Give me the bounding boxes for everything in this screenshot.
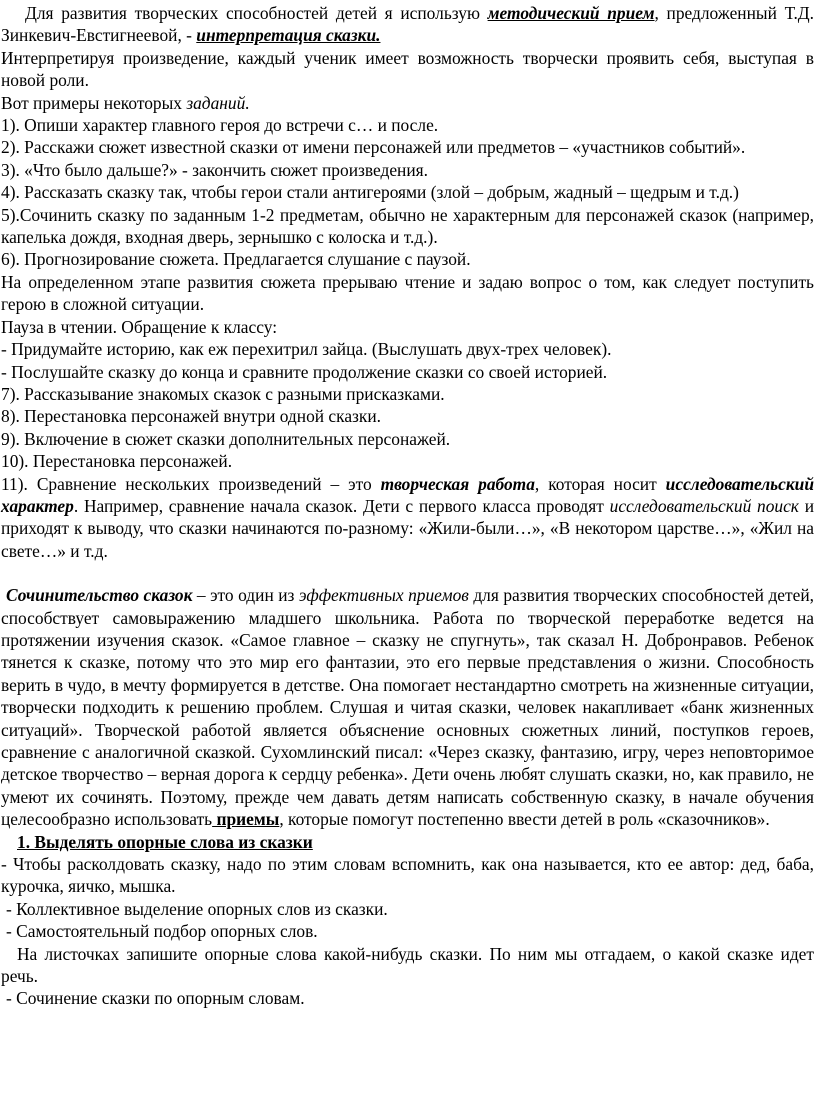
text-segment: , которые помогут постепенно ввести детей в роль «сказочников». bbox=[279, 809, 770, 830]
list-item: 3). «Что было дальше?» - закончить сюжет произведения. bbox=[1, 159, 429, 180]
emphasis-creative-work: творческая работа bbox=[380, 473, 535, 494]
paragraph-disenchant: - Чтобы расколдовать сказку, надо по этим словам вспомнить, как она называется, кто ее автор: дед, баба, курочка, яичко, мышка. bbox=[1, 854, 814, 897]
text-segment: , которая носит bbox=[534, 473, 666, 494]
list-item: Пауза в чтении. Обращение к классу: bbox=[1, 316, 278, 337]
heading-text: 1. Выделять опорные слова из сказки bbox=[17, 831, 313, 852]
paragraph-collective: - Коллективное выделение опорных слов из сказки. bbox=[6, 898, 388, 919]
blank-line bbox=[1, 562, 814, 584]
list-item-comparison bbox=[1, 473, 814, 563]
paragraph-interpretation: Интерпретируя произведение, каждый ученик имеет возможность творчески проявить себя, выступая в новой роли. bbox=[1, 47, 814, 91]
list-item: 2). Расскажи сюжет известной сказки от имени персонажей или предметов – «участников событий». bbox=[1, 137, 746, 158]
text-segment: Вот примеры некоторых bbox=[1, 92, 187, 113]
section-heading bbox=[1, 831, 814, 853]
paragraph-cards: На листочках запишите опорные слова какой-нибудь сказки. По ним мы отгадаем, о какой сказке идет речь. bbox=[1, 943, 814, 987]
emphasis-research-character: исследовательский характер bbox=[1, 473, 814, 516]
text-segment: , предложенный Т.Д. Зинкевич-Евстигнеевой, - bbox=[1, 3, 815, 46]
text-segment: – это один из bbox=[192, 585, 299, 606]
paragraph-intro bbox=[1, 2, 814, 47]
text-segment: . Например, сравнение начала сказок. Дети с первого класса проводят bbox=[73, 495, 610, 516]
text-segment: для развития творческих способностей детей, способствует самовыражению младшего школьника. Работа по творческой переработке ведется на протяжении изучения сказок. «Самое главное – сказку не спугнуть», так сказал Н. Добронравов. Ребенок тянется к сказке, потому что это мир его фантазии, это его первые представления о жизни. Способность верить в чудо, в мечту формируется в детстве. Она помогает нестандартно смотреть на жизненные ситуации, творчески подходить к решению проблем. Слушая и читая сказки, человек накапливает «банк жизненных ситуаций». Творческой работой является объяснение основных сюжетных линий, поступков героев, сравнение с аналогичной сказкой. Сухомлинский писал: «Через сказку, фантазию, игру, через неповторимое детское творчество – верная дорога к сердцу ребенка». Дети очень любят слушать сказки, но, как правило, не умеют их сочинять. Поэтому, прежде чем давать детям написать собственную сказку, в начале обучения целесообразно использовать bbox=[1, 585, 814, 830]
list-item: 10). Перестановка персонажей. bbox=[1, 451, 233, 472]
list-item: - Придумайте историю, как еж перехитрил зайца. (Выслушать двух-трех человек). bbox=[1, 339, 612, 360]
emphasis-effective-techniques: эффективных приемов bbox=[298, 585, 469, 606]
list-item: 4). Рассказать сказку так, чтобы герои стали антигероями (злой – добрым, жадный – щедрым и т.д.) bbox=[1, 182, 739, 203]
text-segment: и приходят к выводу, что сказки начинаются по-разному: «Жили-были…», «В некотором царстве…», «Жил на свете…» и т.д. bbox=[1, 495, 814, 561]
paragraph-story-writing bbox=[1, 584, 814, 830]
list-item: 7). Рассказывание знакомых сказок с разными присказками. bbox=[1, 383, 445, 404]
text-segment: 11). Сравнение нескольких произведений – это bbox=[1, 473, 381, 494]
list-item: 9). Включение в сюжет сказки дополнительных персонажей. bbox=[1, 428, 451, 449]
paragraph-independent: - Самостоятельный подбор опорных слов. bbox=[6, 921, 318, 942]
list-item: 5).Сочинить сказку по заданным 1-2 предметам, обычно не характерным для персонажей сказок (например, капелька дождя, входная дверь, зернышко с колоска и т.д.). bbox=[1, 204, 814, 248]
paragraph-composition: - Сочинение сказки по опорным словам. bbox=[6, 988, 305, 1009]
list-item: На определенном этапе развития сюжета прерываю чтение и задаю вопрос о том, как следует поступить герою в сложной ситуации. bbox=[1, 271, 814, 315]
emphasis-tasks: заданий. bbox=[186, 92, 250, 113]
emphasis-research-search: исследовательский поиск bbox=[609, 495, 799, 516]
emphasis-interpretation: интерпретация сказки. bbox=[196, 25, 381, 46]
paragraph-examples-lead bbox=[1, 92, 814, 114]
emphasis-story-writing: Сочинительство сказок bbox=[6, 585, 193, 606]
text-segment: Для развития творческих способностей детей я использую bbox=[25, 3, 488, 23]
emphasis-techniques: приемы bbox=[212, 809, 280, 830]
list-item: 1). Опиши характер главного героя до встречи с… и после. bbox=[1, 115, 439, 136]
list-item: - Послушайте сказку до конца и сравните продолжение сказки со своей историей. bbox=[1, 361, 608, 382]
emphasis-method: методический прием bbox=[487, 3, 655, 23]
list-item: 8). Перестановка персонажей внутри одной сказки. bbox=[1, 406, 382, 427]
list-item: 6). Прогнозирование сюжета. Предлагается слушание с паузой. bbox=[1, 249, 471, 270]
